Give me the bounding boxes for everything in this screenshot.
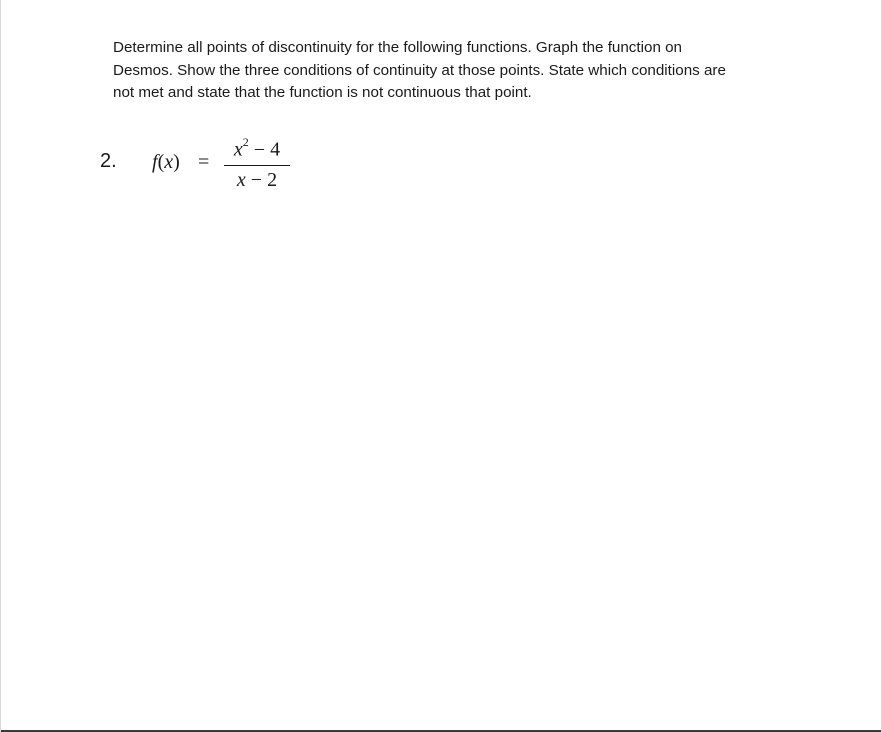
fraction-numerator [222,137,292,162]
function-lhs: f(x) [152,151,180,173]
function-name: f [152,151,158,173]
fraction-denominator [222,169,292,192]
denominator-constant: 2 [267,169,278,191]
problem-number: 2. [100,150,117,172]
fraction-bar [224,165,290,166]
denominator-operator: − [250,169,263,191]
equals-sign: = [198,151,210,173]
function-variable: x [164,151,174,173]
numerator-operator: − [253,138,266,161]
instructions-line-1: Determine all points of discontinuity for the following functions. Graph the function on [113,39,683,56]
denominator-base: x [236,169,246,191]
numerator-exponent: 2 [242,135,249,149]
numerator-base: x [233,138,243,161]
numerator-constant: 4 [270,138,281,161]
instructions-line-2: Desmos. Show the three conditions of continuity at those points. State which conditions are [113,61,726,79]
instructions-line-3: not met and state that the function is not continuous that point. [113,84,532,101]
instructions-text [113,37,813,105]
problem-2 [100,137,400,193]
